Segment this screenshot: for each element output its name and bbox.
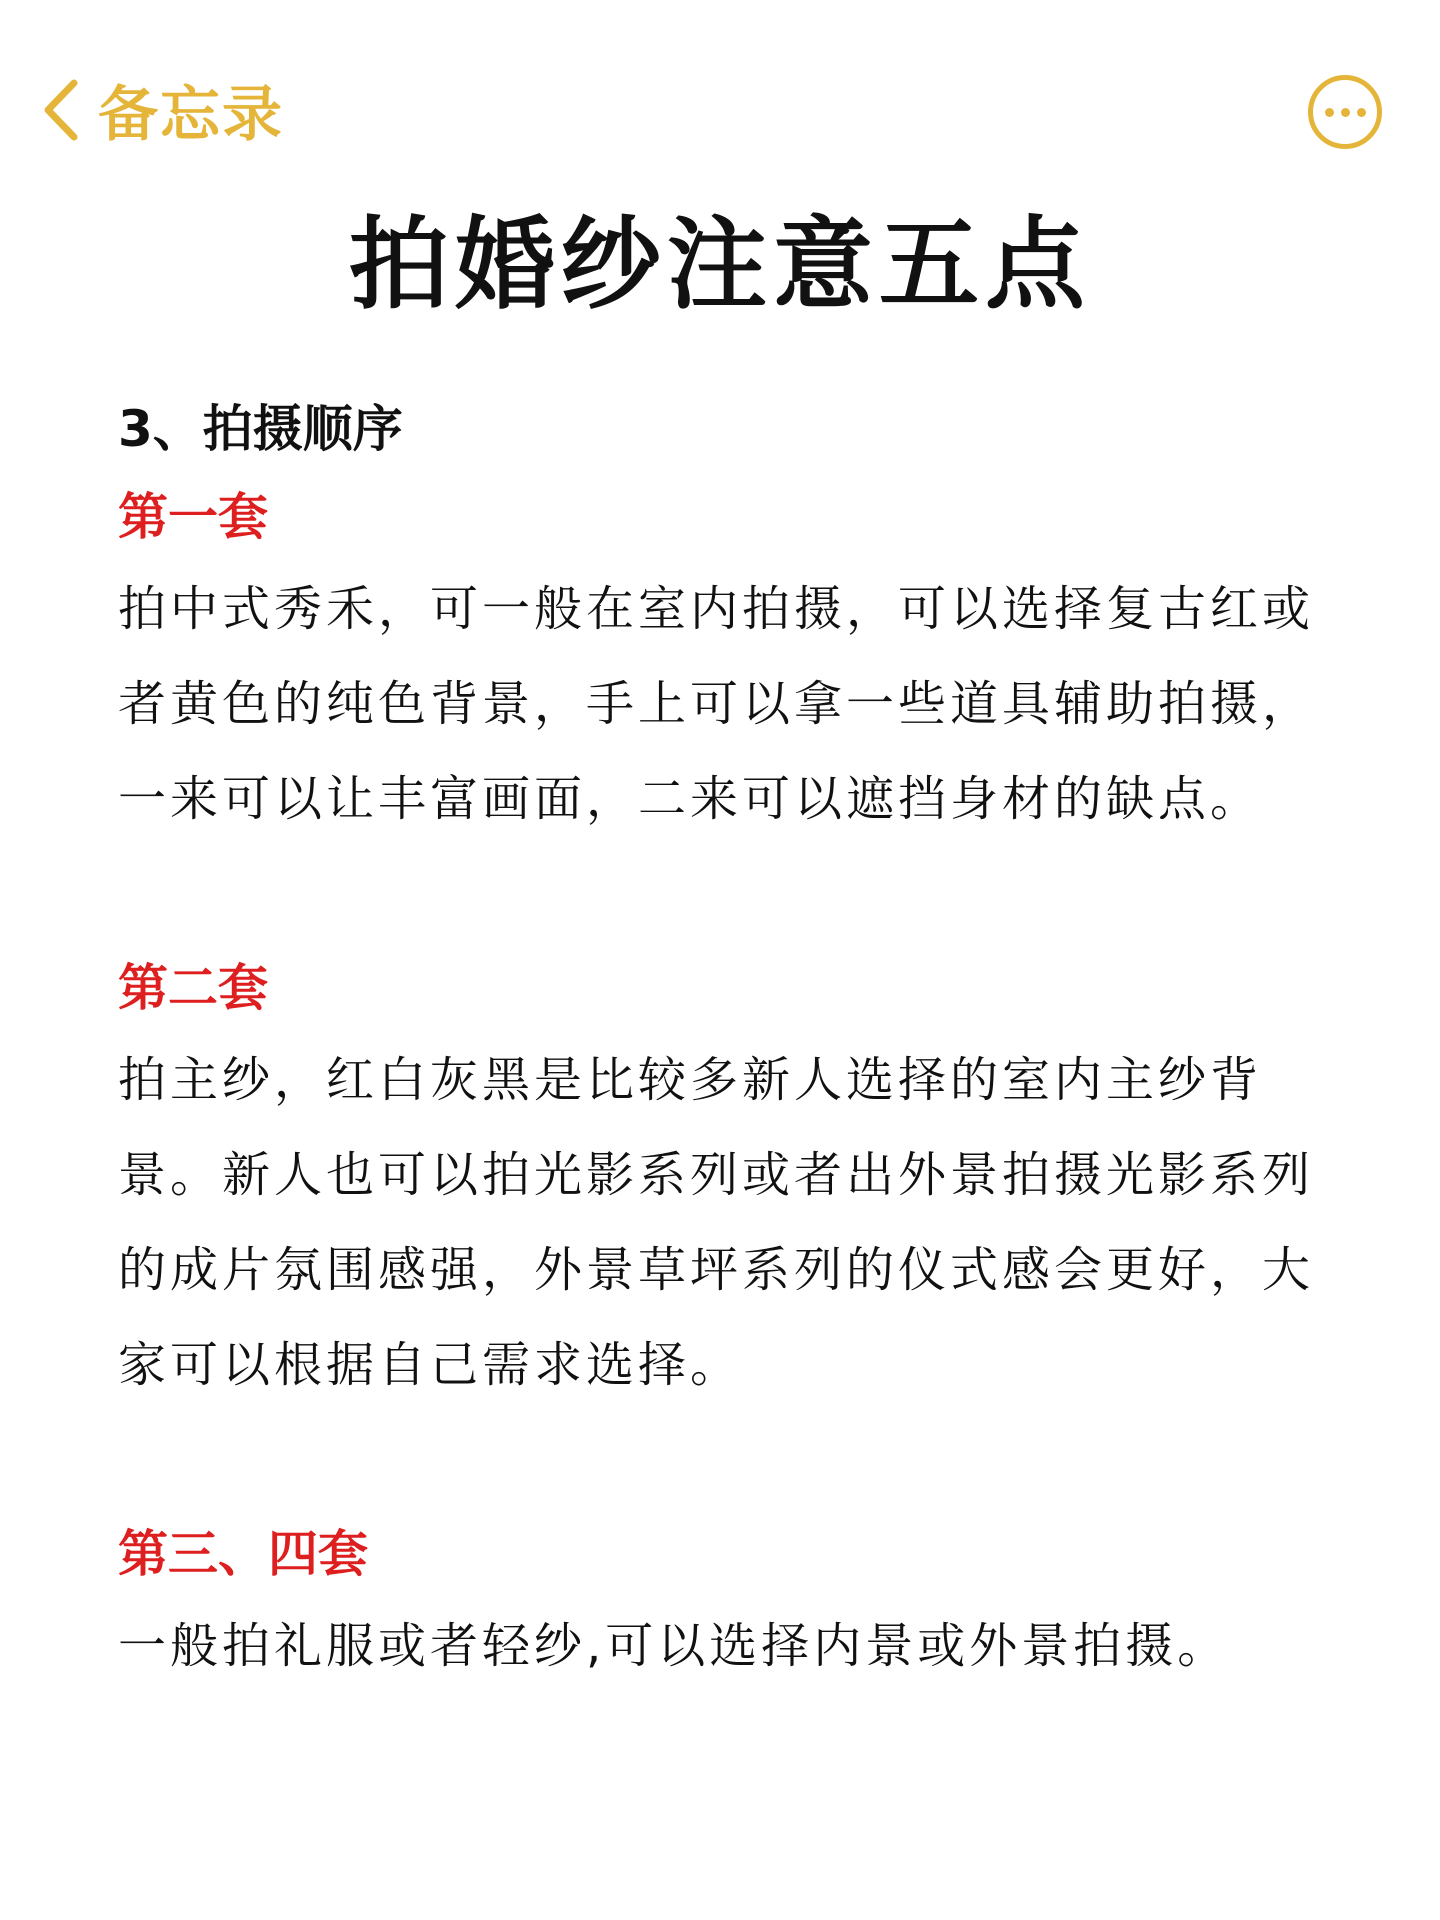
note-body[interactable] <box>118 392 1318 1694</box>
more-horizontal-icon-dot <box>1341 108 1350 117</box>
more-horizontal-icon-dot <box>1357 108 1366 117</box>
section-subtitle: 3、拍摄顺序 <box>118 400 403 458</box>
set-heading-1: 第一套 <box>118 488 268 546</box>
chevron-left-icon <box>40 77 80 143</box>
more-horizontal-icon-dot <box>1325 108 1334 117</box>
back-label: 备忘录 <box>98 80 284 150</box>
set-heading-3: 第三、四套 <box>118 1525 368 1583</box>
note-title: 拍婚纱注意五点 <box>349 206 1091 323</box>
more-options-button[interactable] <box>1308 75 1382 149</box>
set-description-2: 拍主纱，红白灰黑是比较多新人选择的室内主纱背景。新人也可以拍光影系列或者出外景拍摄光影系列的成片氛围感强，外景草坪系列的仪式感会更好，大家可以根据自己需求选择。 <box>118 1052 1315 1393</box>
set-heading-2: 第二套 <box>118 959 268 1017</box>
set-description-3: 一般拍礼服或者轻纱,可以选择内景或外景拍摄。 <box>118 1618 1230 1674</box>
set-description-1: 拍中式秀禾，可一般在室内拍摄，可以选择复古红或者黄色的纯色背景，手上可以拿一些道具辅助拍摄，一来可以让丰富画面，二来可以遮挡身材的缺点。 <box>118 581 1315 827</box>
navigation-bar <box>0 0 1440 200</box>
back-button[interactable] <box>40 70 284 150</box>
